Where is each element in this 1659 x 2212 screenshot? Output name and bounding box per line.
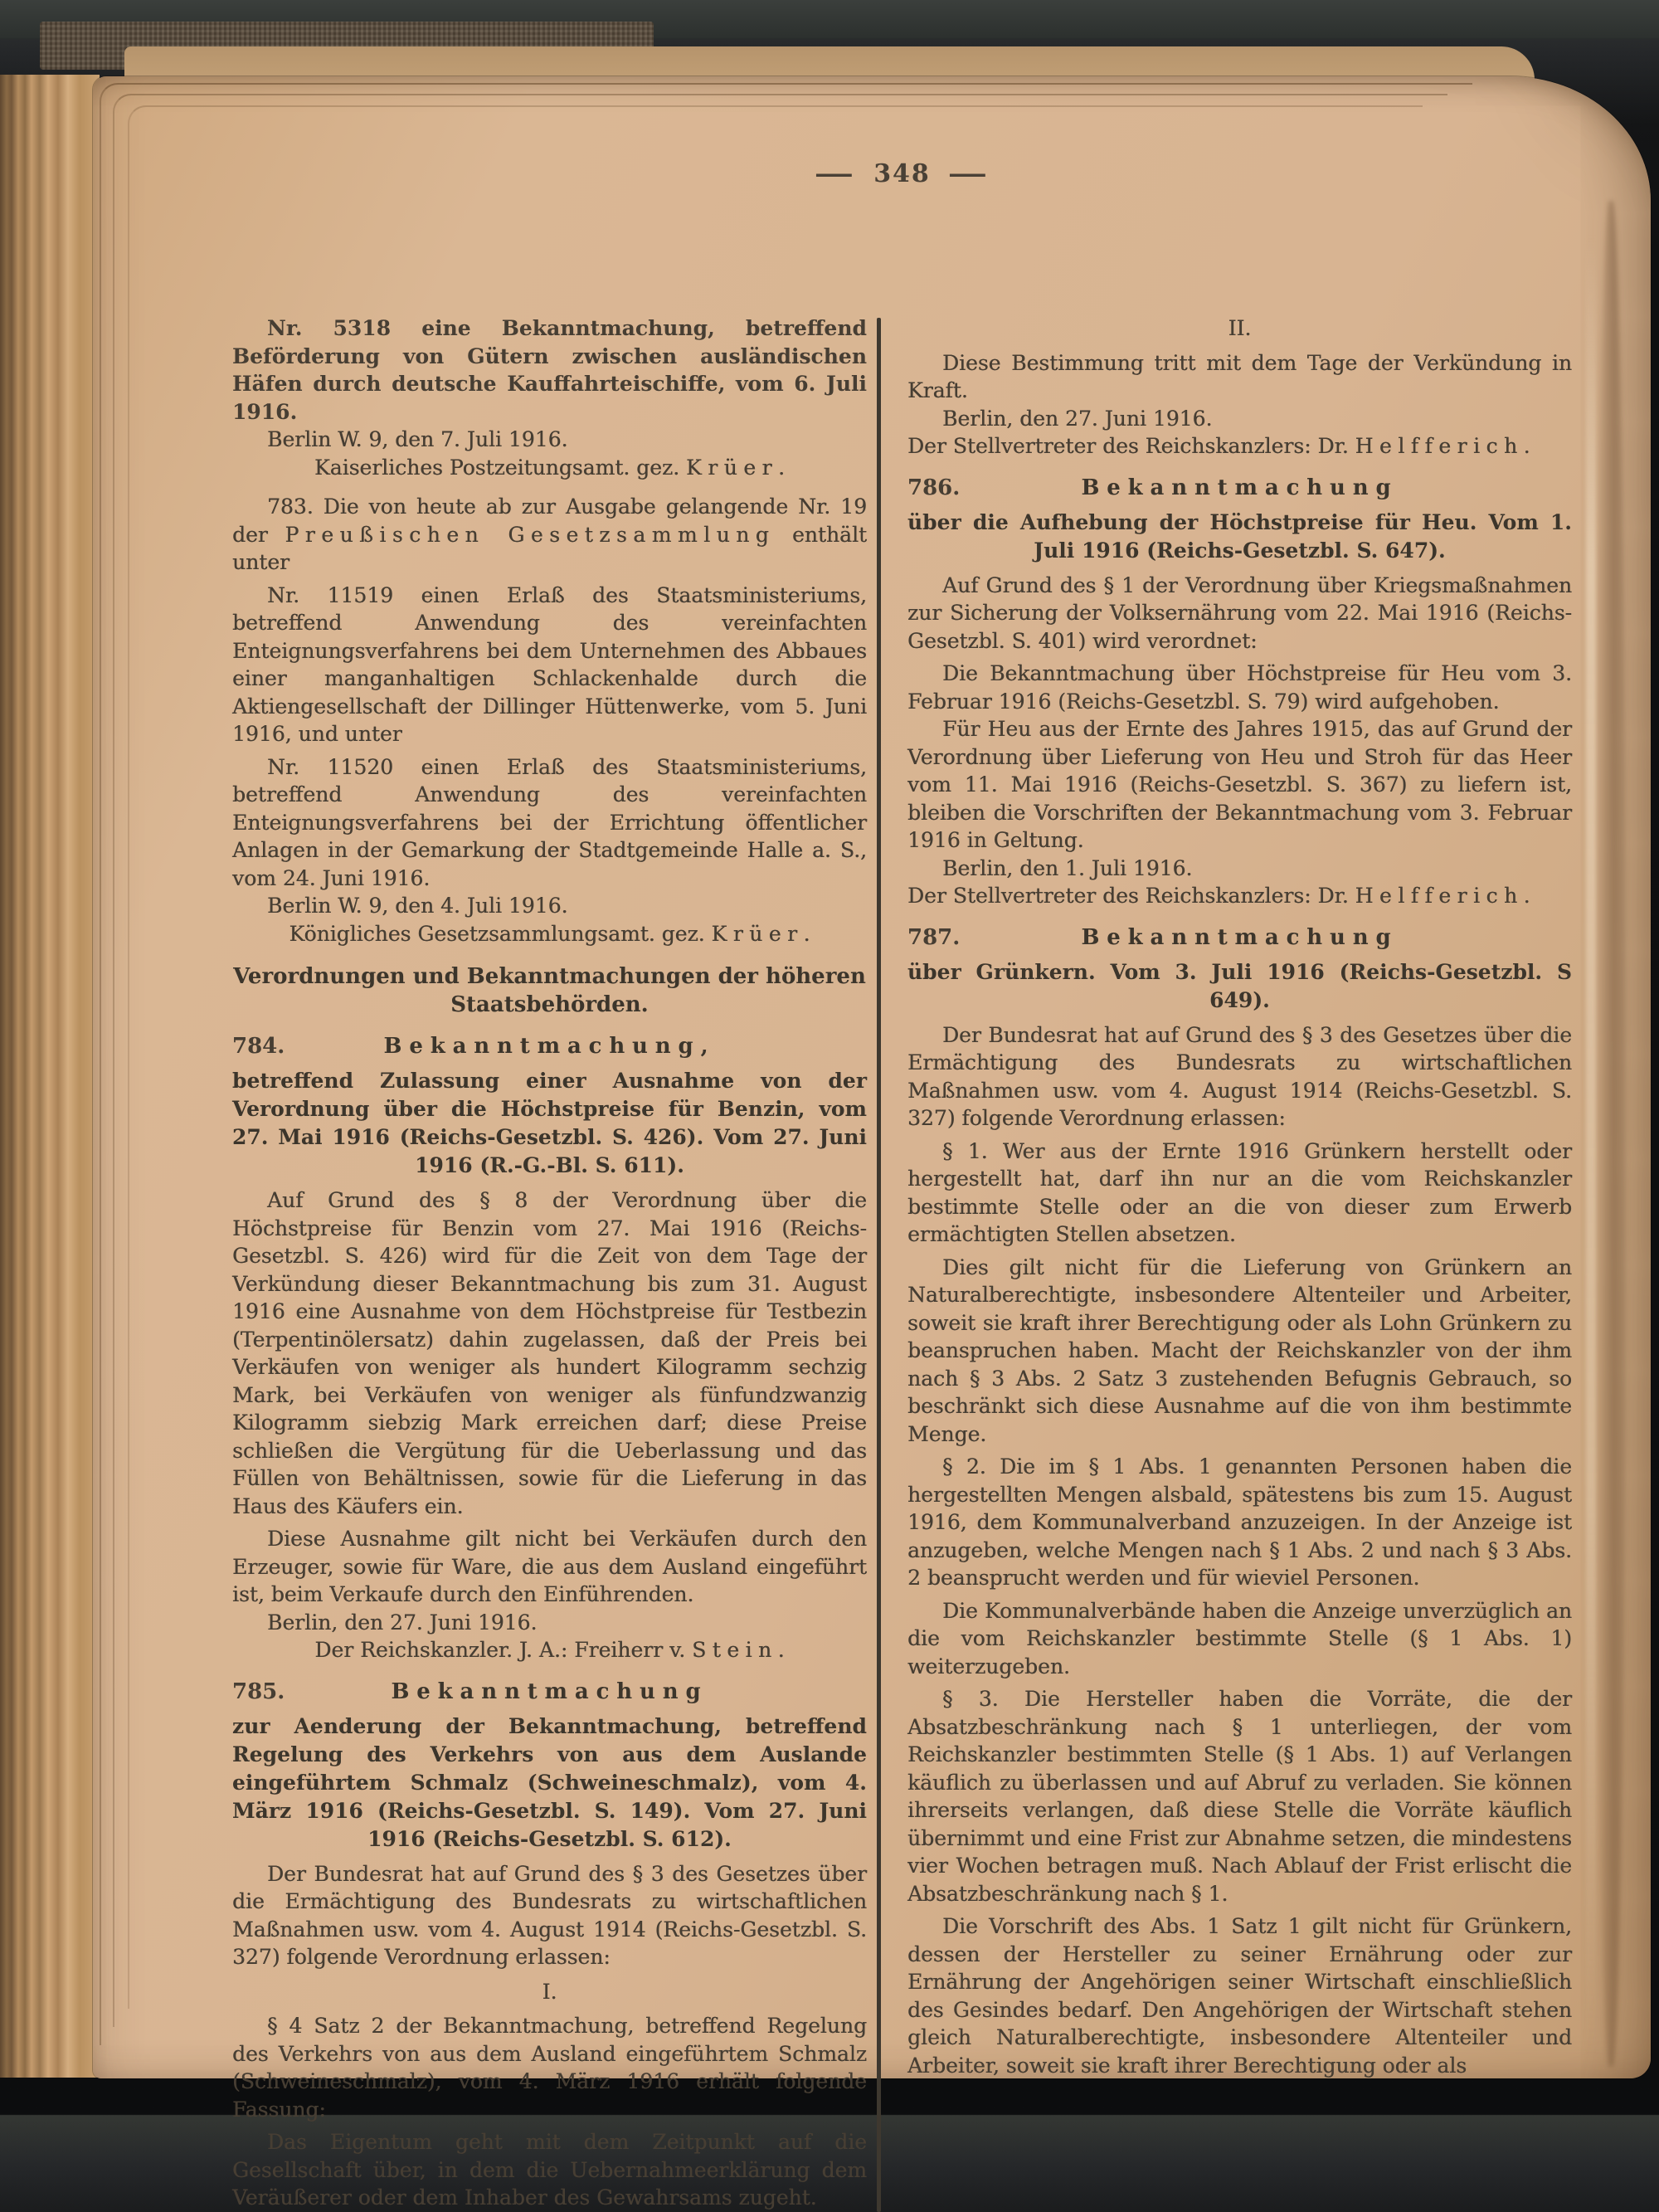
item-title: Bekanntmachung xyxy=(1081,475,1399,500)
signature-name: Krüer xyxy=(711,921,804,946)
item-number: 784. xyxy=(232,1034,285,1059)
page-number-dash: — xyxy=(814,159,857,188)
item-783-text: 783. Die von heute ab zur Ausgabe gelangende Nr. 19 der xyxy=(232,495,867,547)
signature-name: Helfferich xyxy=(1355,434,1524,458)
item-784-paragraph: Auf Grund des § 8 der Verordnung über die Höchstpreise für Benzin vom 27. Mai 1916 (Reichs-Gesetzbl. S. 426) wird für die Zeit von dem Tage der Verkündung dieser Bekanntmachung bis zum 31. August 1916 eine Ausnahme von dem Höchstpreise für Testbezin (Terpentinölersatz) dahin zugelassen, daß der Preis bei Verkäufen von weniger als hundert Kilogramm sechzig Mark, bei Verkäufen von weniger als fünfundzwanzig Kilogramm siebzig Mark erreichen darf; diese Preise schließen die Vergütung für die Ueberlassung und das Füllen von Behältnissen, sowie für die Lieferung in das Haus des Käufers ein. xyxy=(232,1188,867,1518)
page-edge-stack xyxy=(0,75,100,2078)
dateline: Berlin, den 1. Juli 1916. xyxy=(942,855,1193,880)
item-number: 786. xyxy=(907,475,961,500)
item-785-paragraph: Der Bundesrat hat auf Grund des § 3 des Gesetzes über die Ermächtigung des Bundesrats zu wirtschaftlichen Maßnahmen usw. vom 4. August 1914 (Reichs-Gesetzbl. S. 327) folgende Verordnung erlassen: xyxy=(232,1861,867,1969)
item-785-paragraph: Das Eigentum geht mit dem Zeitpunkt auf die Gesellschaft über, in dem die Uebernahmeerklärung dem Veräußerer oder dem Inhaber des Gewahrsams zugeht. xyxy=(232,2130,867,2210)
item-787-section3-paragraph: Die Vorschrift des Abs. 1 Satz 1 gilt nicht für Grünkern, dessen der Hersteller zu seiner Ernährung oder zur Ernährung der Angehörigen seiner Wirtschaft einschließlich des Gesindes bedarf. Den Angehörigen der Wirtschaft stehen gleich Naturalberechtigte, insbesondere Altenteiler und Arbeiter, soweit sie kraft ihrer Berechtigung oder als xyxy=(907,1914,1572,2078)
item-787-heading xyxy=(907,923,1572,952)
item-783-text: enthält unter xyxy=(232,522,868,574)
signature-office: Königliches Gesetzsammlungsamt. gez. xyxy=(289,921,712,946)
dateline: Berlin, den 27. Juni 1916. xyxy=(267,1610,538,1635)
signature-name: Helfferich xyxy=(1355,884,1524,908)
signature-office: Kaiserliches Postzeitungsamt. gez. xyxy=(314,455,687,480)
item-786-paragraph: Für Heu aus der Ernte des Jahres 1915, das auf Grund der Verordnung über Lieferung von Heu und Stroh für das Heer vom 11. Mai 1916 (Reichs-Gesetzbl. S. 367) zu liefern ist, bleiben die Vorschriften der Bekanntmachung vom 3. Februar 1916 in Geltung. xyxy=(907,717,1572,852)
item-783-intro xyxy=(232,493,867,577)
signature-line xyxy=(232,454,867,482)
column-divider-rule xyxy=(877,318,881,2212)
item-786-subtitle: über die Aufhebung der Höchstpreise für Heu. Vom 1. Juli 1916 (Reichs-Gesetzbl. S. 647). xyxy=(907,509,1572,563)
roman-numeral-two: II. xyxy=(1228,316,1252,340)
item-783-paragraph: Nr. 11519 einen Erlaß des Staatsministeriums, betreffend Anwendung des vereinfachten Enteignungsverfahrens bei dem Unternehmen des Abbaues einer manganhaltigen Schlackenhalde durch die Aktiengesellschaft der Dillinger Hüttenwerke, vom 5. Juni 1916, und unter xyxy=(232,582,867,746)
signature-period: . xyxy=(777,1638,785,1662)
signature-office: Der Stellvertreter des Reichskanzlers: Dr. xyxy=(907,884,1355,908)
dateline: Berlin, den 27. Juni 1916. xyxy=(942,406,1213,431)
item-785-subtitle: zur Aenderung der Bekanntmachung, betreffend Regelung des Verkehrs von aus dem Auslande eingeführtem Schmalz (Schweineschmalz), vom 4. März 1916 (Reichs-Gesetzbl. S. 149). Vom 27. Juni 1916 (Reichs-Gesetzbl. S. 612). xyxy=(232,1713,867,1851)
signature-line xyxy=(907,882,1572,910)
signature-line xyxy=(232,920,867,948)
item-786-paragraph: Die Bekanntmachung über Höchstpreise für Heu vom 3. Februar 1916 (Reichs-Gesetzbl. S. 79) wird aufgehoben. xyxy=(907,661,1572,714)
item-783-sperr-text: Preußischen Gesetzsammlung xyxy=(285,522,776,547)
item-787-section3-paragraph: § 3. Die Hersteller haben die Vorräte, die der Absatzbeschränkung nach § 1 unterliegen, der vom Reichskanzler bestimmten Stelle (§ 1 Abs. 1) auf Verlangen käuflich zu überlassen und auf Abruf zu verladen. Sie können ihrerseits verlangen, daß diese Stelle die Vorräte käuflich übernimmt und eine Frist zur Abnahme setzen, die mindestens vier Wochen betragen muß. Nach Ablauf der Frist erlischt die Absatzbeschränkung nach § 1. xyxy=(907,1687,1572,1906)
item-787-paragraph: Der Bundesrat hat auf Grund des § 3 des Gesetzes über die Ermächtigung des Bundesrats zu wirtschaftlichen Maßnahmen usw. vom 4. August 1914 (Reichs-Gesetzbl. S. 327) folgende Verordnung erlassen: xyxy=(907,1022,1572,1130)
item-786-paragraph: Auf Grund des § 1 der Verordnung über Kriegsmaßnahmen zur Sicherung der Volksernährung vom 22. Mai 1916 (Reichs-Gesetzbl. S. 401) wird verordnet: xyxy=(907,572,1572,653)
item-title: Bekanntmachung, xyxy=(383,1034,716,1059)
signature-office: Der Reichskanzler. J. A.: Freiherr v. xyxy=(314,1638,693,1662)
item-785-continuation-paragraph: Diese Bestimmung tritt mit dem Tage der Verkündung in Kraft. xyxy=(907,350,1572,402)
item-787-section1-paragraph: Dies gilt nicht für die Lieferung von Grünkern an Naturalberechtigte, insbesondere Altenteiler und Arbeiter, soweit sie kraft ihrer Berechtigung oder als Lohn Grünkern zu beanspruchen haben. Macht der Reichskanzler von der ihm nach § 3 Abs. 2 Satz 3 zustehenden Befugnis Gebrauch, so beschränkt sich diese Ausnahme auf die von ihm bestimmte Menge. xyxy=(907,1255,1572,1446)
page-sheet xyxy=(93,76,1651,2210)
signature-period: . xyxy=(1523,434,1530,458)
signature-name: Krüer xyxy=(686,455,779,480)
item-784-paragraph: Diese Ausnahme gilt nicht bei Verkäufen durch den Erzeuger, sowie für Ware, die aus dem Ausland eingeführt ist, beim Verkaufe durch den Einführenden. xyxy=(232,1527,867,1606)
signature-line xyxy=(907,432,1572,460)
continuation-paragraph: Nr. 5318 eine Bekanntmachung, betreffend Beförderung von Gütern zwischen ausländischen Häfen durch deutsche Kauffahrteischiffe, vom 6. Juli 1916. xyxy=(232,316,867,424)
item-786-heading xyxy=(907,474,1572,502)
two-column-layout xyxy=(232,314,1572,2212)
signature-period: . xyxy=(778,455,785,480)
right-column xyxy=(907,314,1572,2212)
item-787-section2-paragraph: Die Kommunalverbände haben die Anzeige unverzüglich an die vom Reichskanzler bestimmte Stelle (§ 1 Abs. 1) weiterzugeben. xyxy=(907,1598,1572,1678)
item-785-paragraph: § 4 Satz 2 der Bekanntmachung, betreffend Regelung des Verkehrs von aus dem Ausland eingeführtem Schmalz (Schweineschmalz), vom 4. März 1916 erhält folgende Fassung: xyxy=(232,2014,867,2122)
page-curl-highlight xyxy=(1586,234,1596,2057)
signature-line xyxy=(232,1636,867,1664)
item-785-heading xyxy=(232,1678,867,1706)
signature-name: Stein xyxy=(692,1638,778,1662)
dateline: Berlin W. 9, den 7. Juli 1916. xyxy=(267,427,568,451)
section-heading: Verordnungen und Bekanntmachungen der höheren Staatsbehörden. xyxy=(233,964,866,1017)
item-787-section2-paragraph: § 2. Die im § 1 Abs. 1 genannten Personen haben die hergestellten Mengen alsbald, spätestens bis zum 15. August 1916, dem Kommunalverband anzuzeigen. In der Anzeige ist anzugeben, welche Mengen nach § 1 Abs. 2 und nach § 3 Abs. 2 beansprucht werden und für wieviel Personen. xyxy=(907,1454,1572,1590)
left-column xyxy=(232,314,867,2212)
item-784-heading xyxy=(232,1032,867,1060)
item-783-paragraph: Nr. 11520 einen Erlaß des Staatsministeriums, betreffend Anwendung des vereinfachten Enteignungsverfahrens bei der Errichtung öffentlicher Anlagen in der Gemarkung der Stadtgemeinde Halle a. S., vom 24. Juni 1916. xyxy=(232,754,867,890)
page-content xyxy=(232,159,1572,2212)
signature-period: . xyxy=(1523,884,1530,908)
page-number xyxy=(232,159,1572,188)
item-784-subtitle: betreffend Zulassung einer Ausnahme von der Verordnung über die Höchstpreise für Benzin, vom 27. Mai 1916 (Reichs-Gesetzbl. S. 426). Vom 27. Juni 1916 (R.-G.-Bl. S. 611). xyxy=(232,1069,867,1177)
signature-office: Der Stellvertreter des Reichskanzlers: Dr. xyxy=(907,434,1355,458)
page-number-dash: — xyxy=(947,159,990,188)
item-787-section1-paragraph: § 1. Wer aus der Ernte 1916 Grünkern herstellt oder hergestellt hat, darf ihn nur an die vom Reichskanzler bestimmte Stelle oder an die von dieser zum Erwerb ermächtigten Stellen absetzen. xyxy=(907,1138,1572,1246)
item-787-subtitle: über Grünkern. Vom 3. Juli 1916 (Reichs-Gesetzbl. S 649). xyxy=(907,959,1572,1012)
signature-period: . xyxy=(803,921,810,946)
page-curl-shadow xyxy=(1596,201,1626,2067)
item-title: Bekanntmachung xyxy=(391,1678,708,1704)
dateline: Berlin W. 9, den 4. Juli 1916. xyxy=(267,894,568,918)
roman-numeral-one: I. xyxy=(542,1979,557,2004)
item-number: 787. xyxy=(907,924,961,950)
item-title: Bekanntmachung xyxy=(1081,924,1399,950)
page-number-value: 348 xyxy=(873,159,931,188)
item-number: 785. xyxy=(232,1678,285,1704)
